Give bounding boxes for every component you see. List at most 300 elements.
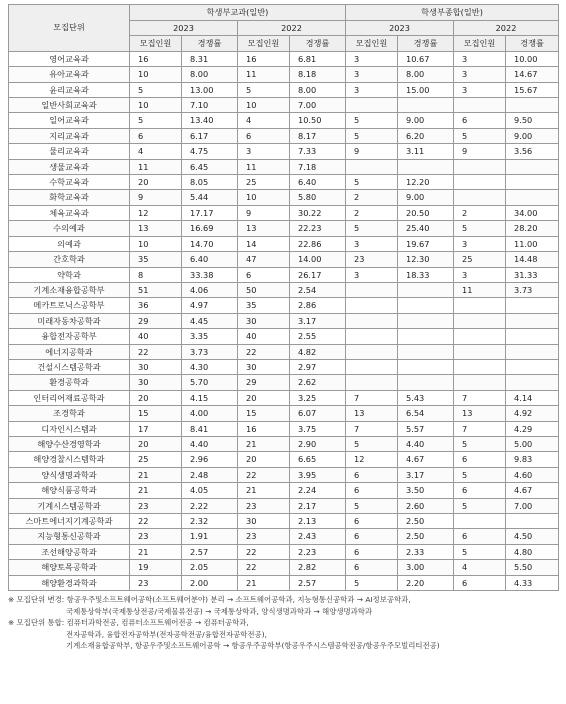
competition-ratio-2022-academic: 2.57 — [290, 575, 346, 590]
competition-ratio-2023-academic: 3.35 — [182, 329, 238, 344]
competition-ratio-2022-academic: 4.82 — [290, 344, 346, 359]
recruit-count-2022-academic: 22 — [238, 560, 290, 575]
unit-name: 지능형통신공학과 — [9, 529, 130, 544]
recruit-count-2022-comprehensive — [454, 329, 506, 344]
recruit-count-2022-academic: 10 — [238, 98, 290, 113]
competition-ratio-2023-comprehensive: 4.67 — [398, 452, 454, 467]
recruit-count-2022-comprehensive: 6 — [454, 113, 506, 128]
admission-statistics-table — [8, 4, 559, 591]
recruit-count-2022-comprehensive: 5 — [454, 467, 506, 482]
recruit-count-2022-academic: 3 — [238, 144, 290, 159]
competition-ratio-2023-academic: 6.40 — [182, 252, 238, 267]
table-row — [9, 82, 559, 97]
recruit-count-2023-comprehensive: 6 — [346, 467, 398, 482]
recruit-count-2022-comprehensive: 6 — [454, 529, 506, 544]
recruit-count-2022-comprehensive: 3 — [454, 67, 506, 82]
recruit-count-2023-academic: 22 — [130, 344, 182, 359]
competition-ratio-2023-comprehensive: 5.43 — [398, 390, 454, 405]
competition-ratio-2022-comprehensive: 4.29 — [506, 421, 559, 436]
recruit-count-2023-comprehensive: 3 — [346, 267, 398, 282]
recruit-count-2023-academic: 13 — [130, 221, 182, 236]
competition-ratio-2022-comprehensive: 11.00 — [506, 236, 559, 251]
unit-name: 스마트에너지기계공학과 — [9, 514, 130, 529]
recruit-count-2022-comprehensive: 7 — [454, 390, 506, 405]
competition-ratio-2023-academic: 4.40 — [182, 436, 238, 451]
unit-name: 인터리어재료공학과 — [9, 390, 130, 405]
recruit-count-2022-comprehensive: 3 — [454, 82, 506, 97]
competition-ratio-2023-academic: 3.73 — [182, 344, 238, 359]
recruit-count-2023-academic: 8 — [130, 267, 182, 282]
recruit-count-2023-academic: 35 — [130, 252, 182, 267]
recruit-count-2023-comprehensive: 5 — [346, 113, 398, 128]
table-row — [9, 221, 559, 236]
competition-ratio-2022-comprehensive — [506, 98, 559, 113]
table-row — [9, 406, 559, 421]
competition-ratio-2022-academic: 2.97 — [290, 359, 346, 374]
competition-ratio-2023-comprehensive: 3.00 — [398, 560, 454, 575]
group-header-academic-record: 학생부교과(일반) — [130, 5, 346, 21]
competition-ratio-2022-academic: 10.50 — [290, 113, 346, 128]
competition-ratio-2022-comprehensive: 9.00 — [506, 128, 559, 143]
recruit-count-2023-academic: 4 — [130, 144, 182, 159]
competition-ratio-2023-comprehensive: 2.50 — [398, 514, 454, 529]
recruit-count-2023-comprehensive: 5 — [346, 128, 398, 143]
competition-ratio-2023-comprehensive — [398, 344, 454, 359]
unit-name: 유아교육과 — [9, 67, 130, 82]
unit-name: 윤리교육과 — [9, 82, 130, 97]
recruit-count-2022-comprehensive: 6 — [454, 483, 506, 498]
recruit-count-2023-comprehensive: 6 — [346, 483, 398, 498]
competition-ratio-2023-comprehensive: 18.33 — [398, 267, 454, 282]
recruit-count-2022-academic: 22 — [238, 344, 290, 359]
table-row — [9, 159, 559, 174]
group-header-comprehensive: 학생부종합(일반) — [346, 5, 559, 21]
recruit-count-2023-comprehensive: 6 — [346, 560, 398, 575]
recruit-count-2022-comprehensive: 3 — [454, 267, 506, 282]
recruit-count-2023-academic: 22 — [130, 514, 182, 529]
recruit-count-2022-academic: 15 — [238, 406, 290, 421]
recruit-count-2022-academic: 23 — [238, 498, 290, 513]
recruit-count-2022-comprehensive: 3 — [454, 236, 506, 251]
table-row — [9, 113, 559, 128]
recruit-count-2022-comprehensive: 7 — [454, 421, 506, 436]
recruit-count-2022-academic: 20 — [238, 390, 290, 405]
competition-ratio-2023-academic: 2.48 — [182, 467, 238, 482]
competition-ratio-2022-academic: 2.62 — [290, 375, 346, 390]
competition-ratio-2023-academic: 8.41 — [182, 421, 238, 436]
table-row — [9, 544, 559, 559]
table-row — [9, 344, 559, 359]
recruit-count-2023-comprehensive: 5 — [346, 498, 398, 513]
competition-ratio-2022-comprehensive: 4.80 — [506, 544, 559, 559]
recruit-count-2023-academic: 30 — [130, 359, 182, 374]
competition-ratio-2022-comprehensive: 4.92 — [506, 406, 559, 421]
competition-ratio-2022-comprehensive: 5.00 — [506, 436, 559, 451]
table-row — [9, 67, 559, 82]
recruit-count-2022-comprehensive — [454, 359, 506, 374]
recruit-count-2023-comprehensive — [346, 298, 398, 313]
competition-ratio-2022-academic: 22.86 — [290, 236, 346, 251]
recruit-count-2022-comprehensive: 5 — [454, 221, 506, 236]
table-row — [9, 175, 559, 190]
competition-ratio-2023-academic: 1.91 — [182, 529, 238, 544]
competition-ratio-2022-academic: 6.07 — [290, 406, 346, 421]
competition-ratio-2023-academic: 8.31 — [182, 51, 238, 66]
recruit-count-2023-comprehensive: 2 — [346, 190, 398, 205]
competition-ratio-2022-comprehensive: 14.48 — [506, 252, 559, 267]
unit-name: 체육교육과 — [9, 205, 130, 220]
footnote-line: 기계소재융합공학부, 항공우주및소프트웨어공학 → 항공우주공학부(항공우주시스템공학전공/항공우주모빌리티전공) — [66, 641, 440, 651]
recruit-count-2022-academic: 6 — [238, 267, 290, 282]
competition-ratio-2022-academic: 7.18 — [290, 159, 346, 174]
recruit-count-header: 모집인원 — [238, 36, 290, 51]
competition-ratio-2023-comprehensive: 12.30 — [398, 252, 454, 267]
table-row — [9, 329, 559, 344]
unit-name: 해양수산경영학과 — [9, 436, 130, 451]
table-row — [9, 375, 559, 390]
competition-ratio-2022-academic: 22.23 — [290, 221, 346, 236]
recruit-count-2022-academic: 50 — [238, 282, 290, 297]
competition-ratio-2022-academic: 3.17 — [290, 313, 346, 328]
recruit-count-2022-academic: 16 — [238, 51, 290, 66]
competition-ratio-2023-comprehensive — [398, 313, 454, 328]
competition-ratio-2023-comprehensive: 15.00 — [398, 82, 454, 97]
recruit-count-2023-comprehensive — [346, 98, 398, 113]
competition-ratio-2022-academic: 26.17 — [290, 267, 346, 282]
competition-ratio-2022-academic: 3.25 — [290, 390, 346, 405]
recruit-count-2023-academic: 20 — [130, 436, 182, 451]
recruit-count-2022-academic: 21 — [238, 575, 290, 590]
unit-name: 양식생명과학과 — [9, 467, 130, 482]
recruit-count-2023-academic: 10 — [130, 236, 182, 251]
recruit-count-header: 모집인원 — [346, 36, 398, 51]
unit-name: 해양토목공학과 — [9, 560, 130, 575]
recruit-count-2022-academic: 29 — [238, 375, 290, 390]
competition-ratio-2022-academic: 2.43 — [290, 529, 346, 544]
competition-ratio-2022-academic: 8.17 — [290, 128, 346, 143]
competition-ratio-2022-comprehensive: 31.33 — [506, 267, 559, 282]
competition-ratio-2023-comprehensive: 6.54 — [398, 406, 454, 421]
recruit-count-2023-comprehensive: 3 — [346, 51, 398, 66]
unit-name: 조경학과 — [9, 406, 130, 421]
competition-ratio-2023-comprehensive — [398, 359, 454, 374]
table-row — [9, 452, 559, 467]
table-row — [9, 498, 559, 513]
competition-ratio-2022-academic: 6.81 — [290, 51, 346, 66]
recruit-count-2023-comprehensive: 12 — [346, 452, 398, 467]
recruit-count-2023-academic: 21 — [130, 467, 182, 482]
table-row — [9, 282, 559, 297]
competition-ratio-2022-comprehensive: 3.73 — [506, 282, 559, 297]
recruit-count-2022-comprehensive: 3 — [454, 51, 506, 66]
competition-ratio-2023-academic: 13.40 — [182, 113, 238, 128]
recruit-count-2023-comprehensive: 6 — [346, 514, 398, 529]
table-row — [9, 252, 559, 267]
competition-ratio-2022-academic: 5.80 — [290, 190, 346, 205]
competition-ratio-2023-academic: 4.75 — [182, 144, 238, 159]
table-row — [9, 98, 559, 113]
recruit-count-2023-academic: 51 — [130, 282, 182, 297]
recruit-count-2022-academic: 23 — [238, 529, 290, 544]
competition-ratio-2023-academic: 6.45 — [182, 159, 238, 174]
competition-ratio-2022-academic: 2.54 — [290, 282, 346, 297]
competition-ratio-2023-academic: 14.70 — [182, 236, 238, 251]
recruit-count-2023-comprehensive: 5 — [346, 436, 398, 451]
unit-name: 환경공학과 — [9, 375, 130, 390]
competition-ratio-2023-academic: 2.00 — [182, 575, 238, 590]
recruit-count-2023-comprehensive: 23 — [346, 252, 398, 267]
table-row — [9, 128, 559, 143]
competition-ratio-2022-comprehensive: 4.60 — [506, 467, 559, 482]
competition-ratio-2022-academic: 2.23 — [290, 544, 346, 559]
recruit-count-2023-comprehensive: 7 — [346, 390, 398, 405]
competition-ratio-2022-comprehensive — [506, 175, 559, 190]
unit-name: 지리교육과 — [9, 128, 130, 143]
table-row — [9, 467, 559, 482]
competition-ratio-2022-comprehensive: 4.50 — [506, 529, 559, 544]
competition-ratio-2023-comprehensive: 2.20 — [398, 575, 454, 590]
table-row — [9, 421, 559, 436]
competition-ratio-header: 경쟁률 — [398, 36, 454, 51]
competition-ratio-2023-academic: 2.57 — [182, 544, 238, 559]
recruit-count-2023-academic: 29 — [130, 313, 182, 328]
recruit-count-2023-academic: 21 — [130, 544, 182, 559]
recruit-count-2023-academic: 5 — [130, 82, 182, 97]
recruit-count-2023-academic: 19 — [130, 560, 182, 575]
competition-ratio-2022-comprehensive: 4.67 — [506, 483, 559, 498]
footnotes — [8, 594, 558, 652]
recruit-count-2022-comprehensive: 2 — [454, 205, 506, 220]
recruit-count-2023-comprehensive: 5 — [346, 175, 398, 190]
year-header: 2023 — [130, 21, 238, 36]
table-row — [9, 190, 559, 205]
recruit-count-2022-comprehensive — [454, 159, 506, 174]
table-body — [9, 51, 559, 590]
recruit-count-2023-academic: 20 — [130, 390, 182, 405]
unit-name: 건설시스템공학과 — [9, 359, 130, 374]
recruit-count-2023-comprehensive: 5 — [346, 575, 398, 590]
competition-ratio-2022-comprehensive: 34.00 — [506, 205, 559, 220]
recruit-count-2022-comprehensive — [454, 344, 506, 359]
competition-ratio-2023-academic: 17.17 — [182, 205, 238, 220]
table-row — [9, 575, 559, 590]
recruit-count-2022-comprehensive: 5 — [454, 436, 506, 451]
competition-ratio-2022-academic: 14.00 — [290, 252, 346, 267]
recruit-count-2022-academic: 11 — [238, 67, 290, 82]
recruit-count-2022-academic: 11 — [238, 159, 290, 174]
recruit-count-2023-academic: 16 — [130, 51, 182, 66]
recruit-count-2023-comprehensive: 3 — [346, 82, 398, 97]
recruit-count-2022-comprehensive — [454, 375, 506, 390]
competition-ratio-header: 경쟁률 — [290, 36, 346, 51]
competition-ratio-2023-comprehensive: 3.17 — [398, 467, 454, 482]
competition-ratio-header: 경쟁률 — [506, 36, 559, 51]
competition-ratio-2022-academic: 6.65 — [290, 452, 346, 467]
recruit-count-2023-comprehensive — [346, 313, 398, 328]
recruit-count-2023-academic: 10 — [130, 67, 182, 82]
competition-ratio-2022-academic: 8.00 — [290, 82, 346, 97]
table-row — [9, 560, 559, 575]
competition-ratio-2022-comprehensive: 15.67 — [506, 82, 559, 97]
unit-name: 에너지공학과 — [9, 344, 130, 359]
year-header: 2023 — [346, 21, 454, 36]
recruit-count-2023-comprehensive — [346, 329, 398, 344]
recruit-count-2023-comprehensive — [346, 159, 398, 174]
recruit-count-2022-comprehensive — [454, 514, 506, 529]
competition-ratio-2023-academic: 7.10 — [182, 98, 238, 113]
competition-ratio-2023-academic: 2.22 — [182, 498, 238, 513]
competition-ratio-2022-academic: 7.33 — [290, 144, 346, 159]
recruit-count-2022-academic: 30 — [238, 514, 290, 529]
recruit-count-header: 모집인원 — [130, 36, 182, 51]
competition-ratio-2023-comprehensive — [398, 98, 454, 113]
year-header: 2022 — [238, 21, 346, 36]
admission-table-page — [8, 4, 558, 652]
competition-ratio-2022-comprehensive: 3.56 — [506, 144, 559, 159]
unit-name: 수학교육과 — [9, 175, 130, 190]
competition-ratio-2022-comprehensive — [506, 329, 559, 344]
recruit-count-2023-academic: 12 — [130, 205, 182, 220]
recruit-count-2023-academic: 23 — [130, 575, 182, 590]
recruit-count-2022-academic: 10 — [238, 190, 290, 205]
recruit-count-2023-academic: 23 — [130, 529, 182, 544]
recruit-count-2023-comprehensive: 7 — [346, 421, 398, 436]
competition-ratio-2023-academic: 4.00 — [182, 406, 238, 421]
unit-name: 조선해양공학과 — [9, 544, 130, 559]
competition-ratio-2022-academic: 3.75 — [290, 421, 346, 436]
competition-ratio-2022-academic: 30.22 — [290, 205, 346, 220]
competition-ratio-2022-academic: 6.40 — [290, 175, 346, 190]
competition-ratio-2022-comprehensive: 28.20 — [506, 221, 559, 236]
competition-ratio-header: 경쟁률 — [182, 36, 238, 51]
recruit-count-2022-academic: 30 — [238, 313, 290, 328]
recruit-count-2022-comprehensive: 25 — [454, 252, 506, 267]
competition-ratio-2023-comprehensive — [398, 298, 454, 313]
unit-name: 해양식품공학과 — [9, 483, 130, 498]
recruit-count-2023-academic: 10 — [130, 98, 182, 113]
recruit-count-2023-academic: 23 — [130, 498, 182, 513]
unit-name: 수의예과 — [9, 221, 130, 236]
table-row — [9, 144, 559, 159]
recruit-count-2022-comprehensive: 5 — [454, 498, 506, 513]
recruit-count-2022-academic: 35 — [238, 298, 290, 313]
table-row — [9, 436, 559, 451]
recruit-count-2022-academic: 14 — [238, 236, 290, 251]
recruit-count-2023-comprehensive: 5 — [346, 221, 398, 236]
recruit-count-2022-academic: 22 — [238, 467, 290, 482]
competition-ratio-2022-comprehensive: 4.14 — [506, 390, 559, 405]
recruit-count-2022-comprehensive: 13 — [454, 406, 506, 421]
table-row — [9, 514, 559, 529]
table-row — [9, 236, 559, 251]
competition-ratio-2023-comprehensive: 9.00 — [398, 113, 454, 128]
unit-name: 간호학과 — [9, 252, 130, 267]
unit-name: 의예과 — [9, 236, 130, 251]
competition-ratio-2023-academic: 5.44 — [182, 190, 238, 205]
competition-ratio-2023-academic: 4.45 — [182, 313, 238, 328]
unit-name: 영어교육과 — [9, 51, 130, 66]
competition-ratio-2023-academic: 4.06 — [182, 282, 238, 297]
recruit-count-2022-comprehensive: 5 — [454, 544, 506, 559]
table-row — [9, 390, 559, 405]
competition-ratio-2022-academic: 3.95 — [290, 467, 346, 482]
recruit-count-2022-comprehensive — [454, 190, 506, 205]
competition-ratio-2022-comprehensive: 10.00 — [506, 51, 559, 66]
competition-ratio-2023-academic: 4.97 — [182, 298, 238, 313]
competition-ratio-2022-academic: 2.82 — [290, 560, 346, 575]
recruit-count-2022-comprehensive: 6 — [454, 452, 506, 467]
footnote-line: 전자공학과, 융합전자공학부(전자공학전공/융합전자공학전공), — [66, 629, 267, 639]
competition-ratio-2023-academic: 8.00 — [182, 67, 238, 82]
competition-ratio-2022-comprehensive: 9.83 — [506, 452, 559, 467]
table-row — [9, 483, 559, 498]
recruit-count-2022-academic: 20 — [238, 452, 290, 467]
unit-name: 약학과 — [9, 267, 130, 282]
competition-ratio-2023-academic: 33.38 — [182, 267, 238, 282]
recruit-count-2022-comprehensive: 5 — [454, 128, 506, 143]
competition-ratio-2022-academic: 2.17 — [290, 498, 346, 513]
table-row — [9, 298, 559, 313]
recruit-count-2022-academic: 30 — [238, 359, 290, 374]
recruit-count-2022-academic: 47 — [238, 252, 290, 267]
competition-ratio-2022-academic: 2.90 — [290, 436, 346, 451]
footnote-line: 국제통상학부(국제통상전공/국제물류전공) → 국제통상학과, 양식생명과학과 → 해양생명과학과 — [66, 606, 373, 616]
unit-name: 일어교육과 — [9, 113, 130, 128]
competition-ratio-2023-comprehensive: 10.67 — [398, 51, 454, 66]
recruit-count-2022-academic: 4 — [238, 113, 290, 128]
competition-ratio-2023-academic: 5.70 — [182, 375, 238, 390]
recruit-count-2022-academic: 16 — [238, 421, 290, 436]
competition-ratio-2022-comprehensive — [506, 514, 559, 529]
recruit-count-2023-academic: 25 — [130, 452, 182, 467]
competition-ratio-2023-academic: 2.32 — [182, 514, 238, 529]
competition-ratio-2023-comprehensive: 5.57 — [398, 421, 454, 436]
recruit-count-2022-comprehensive — [454, 98, 506, 113]
competition-ratio-2022-academic: 7.00 — [290, 98, 346, 113]
recruit-count-2023-comprehensive: 3 — [346, 67, 398, 82]
recruit-count-2022-comprehensive: 11 — [454, 282, 506, 297]
competition-ratio-2022-comprehensive — [506, 159, 559, 174]
unit-name: 기계시스템공학과 — [9, 498, 130, 513]
competition-ratio-2022-academic: 2.86 — [290, 298, 346, 313]
recruit-count-2023-academic: 17 — [130, 421, 182, 436]
competition-ratio-2022-academic: 2.55 — [290, 329, 346, 344]
recruit-count-2023-academic: 40 — [130, 329, 182, 344]
recruit-count-2022-academic: 40 — [238, 329, 290, 344]
competition-ratio-2023-comprehensive: 4.40 — [398, 436, 454, 451]
year-header: 2022 — [454, 21, 559, 36]
recruit-count-2022-comprehensive: 9 — [454, 144, 506, 159]
recruit-count-2023-comprehensive — [346, 359, 398, 374]
recruit-count-2023-comprehensive — [346, 375, 398, 390]
competition-ratio-2022-comprehensive — [506, 375, 559, 390]
table-row — [9, 51, 559, 66]
recruit-count-2023-academic: 9 — [130, 190, 182, 205]
recruit-count-2022-comprehensive — [454, 313, 506, 328]
recruit-count-2022-comprehensive: 6 — [454, 575, 506, 590]
table-row — [9, 267, 559, 282]
recruit-count-2022-academic: 6 — [238, 128, 290, 143]
competition-ratio-2022-comprehensive: 7.00 — [506, 498, 559, 513]
unit-name: 생물교육과 — [9, 159, 130, 174]
competition-ratio-2023-comprehensive: 20.50 — [398, 205, 454, 220]
competition-ratio-2022-comprehensive: 4.33 — [506, 575, 559, 590]
recruit-count-2022-academic: 5 — [238, 82, 290, 97]
competition-ratio-2023-comprehensive — [398, 329, 454, 344]
recruit-count-2023-comprehensive — [346, 344, 398, 359]
competition-ratio-2023-comprehensive: 9.00 — [398, 190, 454, 205]
recruit-count-2023-academic: 11 — [130, 159, 182, 174]
